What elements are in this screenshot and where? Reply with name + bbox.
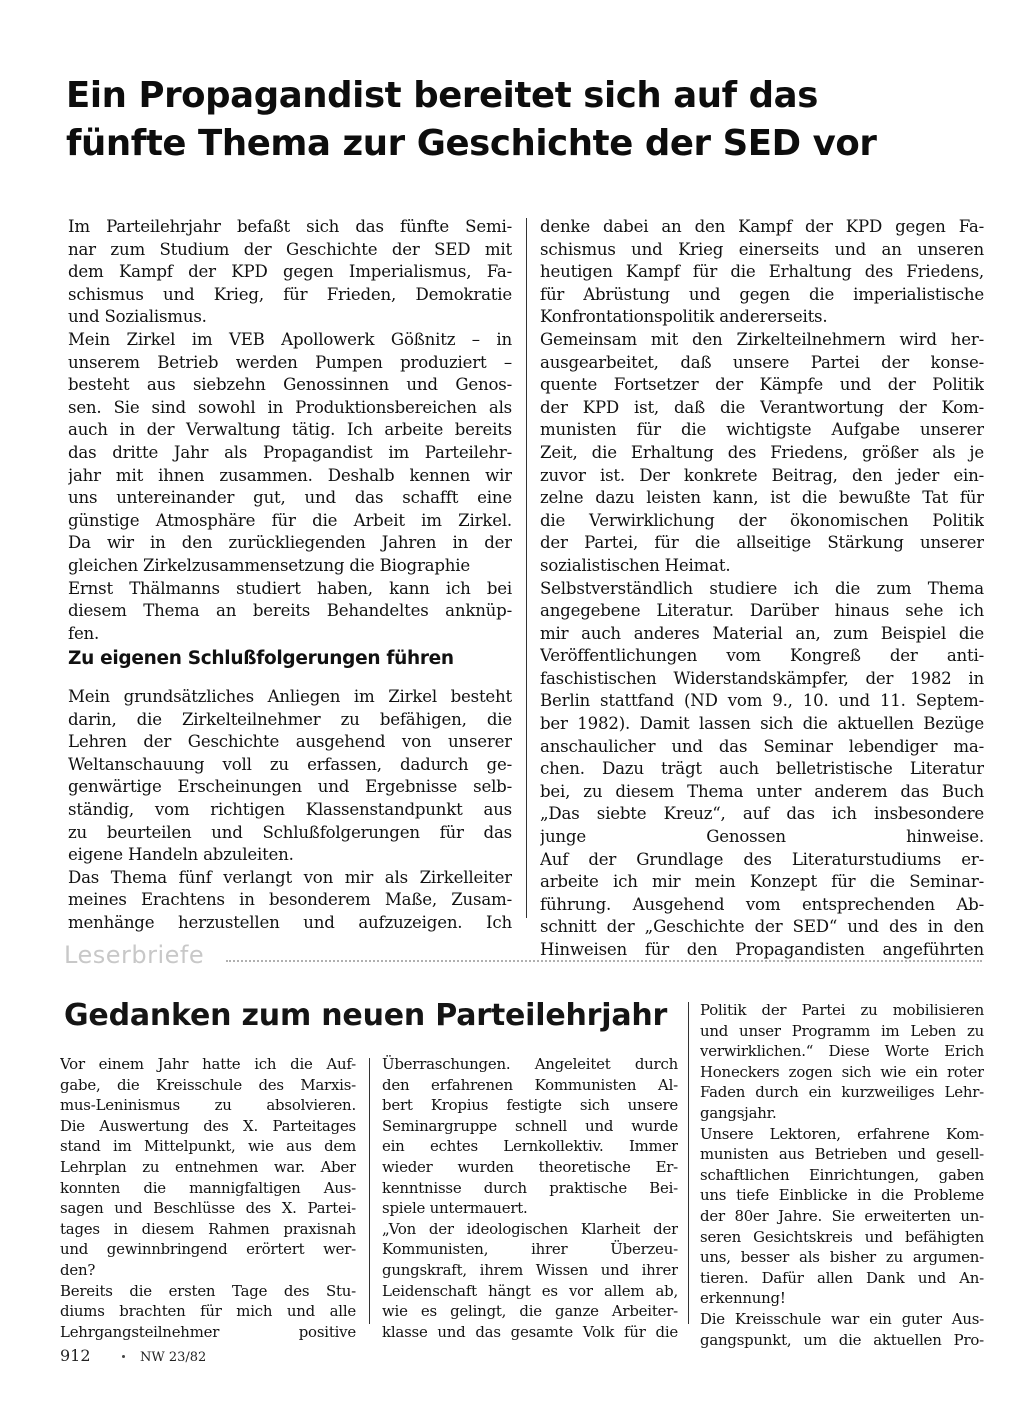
column-divider xyxy=(526,218,527,918)
text-line: quente Fortsetzer der Kämpfe und der Politik xyxy=(540,375,984,395)
text-line: unserem Betrieb werden Pumpen produziert – xyxy=(68,352,512,372)
text-line: verwirklichen.“ Diese Worte Erich xyxy=(700,1042,984,1061)
text-line: Weltanschauung voll zu erfassen, dadurch ge- xyxy=(68,754,512,774)
article-column-1 xyxy=(68,216,512,645)
text-line: bert Kropius festigte sich unsere xyxy=(382,1096,678,1115)
text-line: günstige Atmosphäre für die Arbeit im Zirkel. xyxy=(68,510,512,530)
text-line: erkennung! xyxy=(700,1289,786,1308)
text-line: Gemeinsam mit den Zirkelteilnehmern wird her- xyxy=(540,329,984,349)
text-line: schismus und Krieg, für Frieden, Demokratie xyxy=(68,284,512,304)
text-line: und gewinnbringend erörtert wer- xyxy=(60,1240,356,1259)
text-line: den? xyxy=(60,1260,96,1279)
text-line: Konfrontationspolitik andererseits. xyxy=(540,307,828,327)
text-line: Die Auswertung des X. Parteitages xyxy=(60,1116,356,1135)
text-line: wieder wurden theoretische Er- xyxy=(382,1157,678,1176)
column-divider xyxy=(369,1058,370,1324)
text-line: angegebene Literatur. Darüber hinaus sehe ich xyxy=(540,601,984,621)
text-line: ber 1982). Damit lassen sich die aktuellen Bezüge xyxy=(540,714,984,734)
text-line: munisten für die wichtigste Aufgabe unserer xyxy=(540,420,984,440)
text-line: tages in diesem Rahmen praxisnah xyxy=(60,1219,356,1238)
text-line: genwärtige Erscheinungen und Ergebnisse selb- xyxy=(68,777,512,797)
text-line: Mein Zirkel im VEB Apollowerk Gößnitz – in xyxy=(68,329,512,349)
issue-label: NW 23/82 xyxy=(140,1350,207,1365)
text-line: konnten die mannigfaltigen Aus- xyxy=(60,1178,356,1197)
text-line: Ernst Thälmanns studiert haben, kann ich bei xyxy=(68,578,512,598)
text-line: Auf der Grundlage des Literaturstudiums er- xyxy=(540,849,984,869)
text-line: uns tiefe Einblicke in die Probleme xyxy=(700,1186,984,1205)
text-line: mir auch anderes Material an, zum Beispiel die xyxy=(540,623,984,643)
text-line: Da wir in den zurückliegenden Jahren in der xyxy=(68,533,512,553)
text-line: sozialistischen Heimat. xyxy=(540,555,731,575)
text-line: gabe, die Kreisschule des Marxis- xyxy=(60,1075,356,1094)
section-label: Leserbriefe xyxy=(64,941,205,969)
text-line: das dritte Jahr als Propagandist im Parteilehr- xyxy=(68,442,512,462)
article-title-line: Ein Propagandist bereitet sich auf das xyxy=(66,75,818,116)
text-line: zelne dazu leisten kann, ist die bewußte Tat für xyxy=(540,488,984,508)
text-line: Lehrgangsteilnehmer positive xyxy=(60,1322,356,1341)
text-line: „Von der ideologischen Klarheit der xyxy=(382,1219,678,1238)
text-line: Honeckers zogen sich wie ein roter xyxy=(700,1062,984,1081)
section-divider xyxy=(226,960,982,962)
text-line: ein echtes Lernkollektiv. Immer xyxy=(382,1137,678,1156)
text-line: Zeit, die Erhaltung des Friedens, größer als je xyxy=(540,442,984,462)
text-line: führung. Ausgehend vom entsprechenden Ab- xyxy=(540,894,984,914)
letter-column-2 xyxy=(382,1054,678,1342)
text-line: Vor einem Jahr hatte ich die Auf- xyxy=(60,1055,356,1073)
column-divider xyxy=(688,1002,689,1324)
text-line: junge Genossen hinweise. xyxy=(540,827,984,847)
text-line: sen. Sie sind sowohl in Produktionsbereichen als xyxy=(68,397,512,417)
text-line: ausgearbeitet, daß unsere Partei der konse- xyxy=(540,352,984,372)
text-line: zu beurteilen und Schlußfolgerungen für das xyxy=(68,822,512,842)
text-line: denke dabei an den Kampf der KPD gegen Fa- xyxy=(540,217,984,236)
text-line: eigene Handeln abzuleiten. xyxy=(68,845,294,865)
text-line: uns, besser als bisher zu argumen- xyxy=(700,1248,984,1267)
text-line: Lehren der Geschichte ausgehend von unserer xyxy=(68,732,512,752)
text-line: der KPD ist, daß die Verantwortung der Kom- xyxy=(540,397,984,417)
text-line: sagen und Beschlüsse des X. Partei- xyxy=(60,1199,356,1218)
text-line: „Das siebte Kreuz“, auf das ich insbesondere xyxy=(540,804,984,824)
text-line: und unser Programm im Leben zu xyxy=(700,1021,984,1040)
text-line: für Abrüstung und gegen die imperialistische xyxy=(540,284,984,304)
text-line: Die Kreisschule war ein guter Aus- xyxy=(700,1309,984,1328)
text-line: dem Kampf der KPD gegen Imperialismus, Fa- xyxy=(68,262,512,282)
text-line: Überraschungen. Angeleitet durch xyxy=(382,1055,678,1073)
text-line: diums brachten für mich und alle xyxy=(60,1302,356,1321)
text-line: Berlin stattfand (ND vom 9., 10. und 11. Septem- xyxy=(540,691,984,711)
text-line: und Sozialismus. xyxy=(68,307,207,327)
text-line: Bereits die ersten Tage des Stu- xyxy=(60,1281,356,1300)
text-line: Kommunisten, ihrer Überzeu- xyxy=(382,1240,678,1259)
text-line: nar zum Studium der Geschichte der SED mit xyxy=(68,239,512,259)
text-line: menhänge herzustellen und aufzuzeigen. Ich xyxy=(68,912,512,932)
text-line: seren Gesichtskreis und befähigten xyxy=(700,1227,984,1246)
article-subheading: Zu eigenen Schlußfolgerungen führen xyxy=(68,648,454,669)
text-line: Seminargruppe schnell und wurde xyxy=(382,1116,678,1135)
text-line: diesem Thema an bereits Behandeltes anknüp- xyxy=(68,601,512,621)
text-line: gleichen Zirkelzusammensetzung die Biographie xyxy=(68,555,471,575)
text-line: Unsere Lektoren, erfahrene Kom- xyxy=(700,1124,984,1143)
text-line: Leidenschaft hängt es vor allem ab, xyxy=(382,1281,678,1300)
text-line: schaftlichen Einrichtungen, gaben xyxy=(700,1165,984,1184)
article-column-2 xyxy=(540,216,984,962)
text-line: schnitt der „Geschichte der SED“ und des in den xyxy=(540,917,984,937)
text-line: spiele untermauert. xyxy=(382,1199,528,1218)
text-line: tieren. Dafür allen Dank und An- xyxy=(700,1268,984,1287)
text-line: wie es gelingt, die ganze Arbeiter- xyxy=(382,1302,678,1321)
text-line: die Verwirklichung der ökonomischen Politik xyxy=(540,510,984,530)
text-line: zuvor ist. Der konkrete Beitrag, den jeder ein- xyxy=(540,465,984,485)
text-line: der Partei, für die allseitige Stärkung unserer xyxy=(540,533,984,553)
text-line: heutigen Kampf für die Erhaltung des Friedens, xyxy=(540,262,984,282)
text-line: der 80er Jahre. Sie erweiterten un- xyxy=(700,1206,984,1225)
article-title-line: fünfte Thema zur Geschichte der SED vor xyxy=(66,123,877,164)
letter-column-1 xyxy=(60,1054,356,1342)
text-line: Politik der Partei zu mobilisieren xyxy=(700,1001,984,1019)
text-line: meines Erachtens in besonderem Maße, Zusam- xyxy=(68,890,512,910)
text-line: Veröffentlichungen vom Kongreß der anti- xyxy=(540,646,984,666)
text-line: Faden durch ein kurzweiliges Lehr- xyxy=(700,1083,984,1102)
text-line: darin, die Zirkelteilnehmer zu befähigen, die xyxy=(68,709,512,729)
text-line: jahr mit ihnen zusammen. Deshalb kennen wir xyxy=(68,465,512,485)
text-line: Lehrplan zu entnehmen war. Aber xyxy=(60,1157,356,1176)
text-line: fen. xyxy=(68,623,100,643)
text-line: anschaulicher und das Seminar lebendiger ma- xyxy=(540,736,984,756)
text-line: besteht aus siebzehn Genossinnen und Genos- xyxy=(68,375,512,395)
text-line: faschistischen Widerstandskämpfer, der 1982 in xyxy=(540,668,984,688)
text-line: stand im Mittelpunkt, wie aus dem xyxy=(60,1137,356,1156)
text-line: ständig, vom richtigen Klassenstandpunkt aus xyxy=(68,799,512,819)
text-line: Im Parteilehrjahr befaßt sich das fünfte Semi- xyxy=(68,217,512,236)
text-line: chen. Dazu trägt auch belletristische Literatur xyxy=(540,759,984,779)
text-line: klasse und das gesamte Volk für die xyxy=(382,1322,678,1341)
text-line: den erfahrenen Kommunisten Al- xyxy=(382,1075,678,1094)
text-line: schismus und Krieg einerseits und an unseren xyxy=(540,239,984,259)
text-line: kenntnisse durch praktische Bei- xyxy=(382,1178,678,1197)
text-line: bei, zu diesem Thema unter anderem das Buch xyxy=(540,781,984,801)
text-line: uns untereinander gut, und das schafft eine xyxy=(68,488,512,508)
page-number: 912 xyxy=(60,1346,91,1365)
letter-column-3 xyxy=(700,1000,984,1350)
footer-dot xyxy=(122,1355,125,1358)
text-line: gangsjahr. xyxy=(700,1103,777,1122)
text-line: Mein grundsätzliches Anliegen im Zirkel besteht xyxy=(68,687,512,706)
article-title xyxy=(66,72,996,168)
text-line: Selbstverständlich studiere ich die zum Thema xyxy=(540,578,984,598)
letter-title: Gedanken zum neuen Parteilehrjahr xyxy=(64,998,668,1033)
text-line: Hinweisen für den Propagandisten angeführten xyxy=(540,940,984,959)
text-line: munisten aus Betrieben und gesell- xyxy=(700,1145,984,1164)
text-line: Das Thema fünf verlangt von mir als Zirkelleiter xyxy=(68,867,512,887)
text-line: gangspunkt, um die aktuellen Pro- xyxy=(700,1330,984,1349)
text-line: gungskraft, ihrem Wissen und ihrer xyxy=(382,1260,678,1279)
text-line: arbeite ich mir mein Konzept für die Seminar- xyxy=(540,872,984,892)
text-line: mus-Leninismus zu absolvieren. xyxy=(60,1096,356,1115)
text-line: auch in der Verwaltung tätig. Ich arbeite bereits xyxy=(68,420,512,440)
article-column-1-continued xyxy=(68,686,512,935)
